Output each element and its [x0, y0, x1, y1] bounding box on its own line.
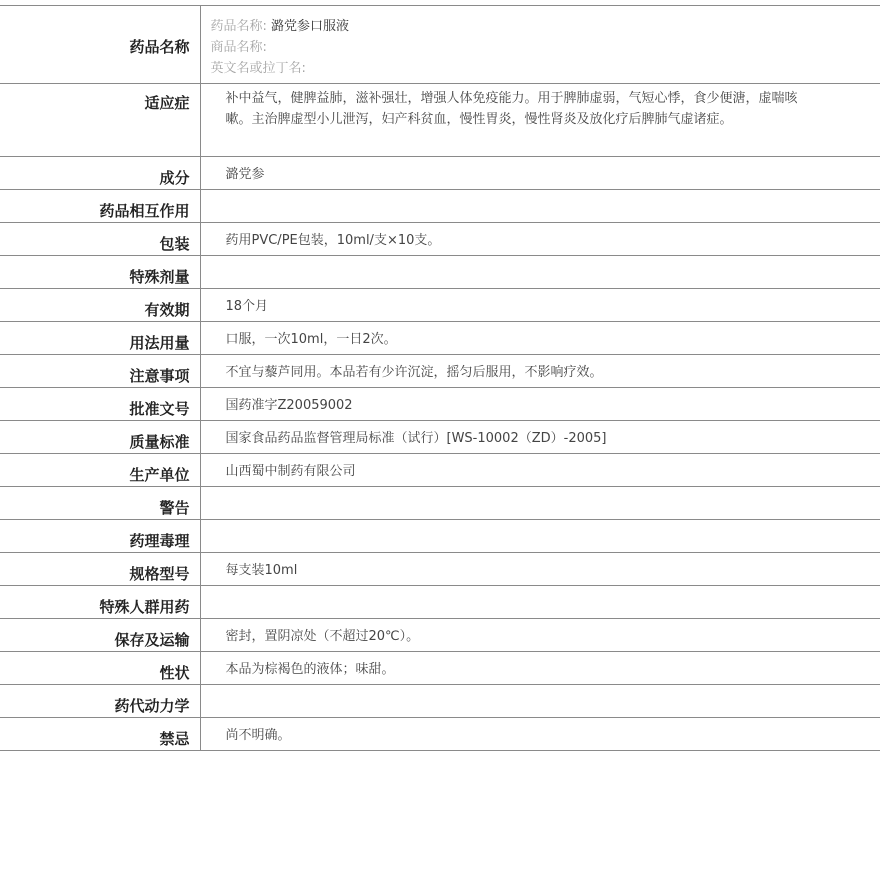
row-label: 适应症 [0, 84, 200, 157]
row-label: 药代动力学 [0, 685, 200, 718]
row-value: 尚不明确。 [200, 718, 880, 751]
row-value: 补中益气，健脾益肺，滋补强壮，增强人体免疫能力。用于脾肺虚弱，气短心悸，食少便溏，虚喘咳嗽。主治脾虚型小儿泄泻，妇产科贫血，慢性胃炎，慢性肾炎及放化疗后脾肺气虚诸症。 [200, 84, 880, 157]
row-label: 特殊人群用药 [0, 586, 200, 619]
row-label: 质量标准 [0, 421, 200, 454]
row-label: 警告 [0, 487, 200, 520]
table-row-specification [0, 553, 880, 586]
table-row-shelf-life [0, 289, 880, 322]
drug-name-value: 潞党参口服液 [271, 19, 350, 34]
row-label: 禁忌 [0, 718, 200, 751]
table-row-warning [0, 487, 880, 520]
row-label: 批准文号 [0, 388, 200, 421]
row-value [200, 256, 880, 289]
table-row-description [0, 652, 880, 685]
row-label: 规格型号 [0, 553, 200, 586]
table-row-packaging [0, 223, 880, 256]
table-row-manufacturer [0, 454, 880, 487]
table-row-interactions [0, 190, 880, 223]
row-label: 药品名称 [0, 6, 200, 84]
row-value: 不宜与藜芦同用。本品若有少许沉淀，摇匀后服用，不影响疗效。 [200, 355, 880, 388]
row-value [200, 190, 880, 223]
row-label: 性状 [0, 652, 200, 685]
row-label: 特殊剂量 [0, 256, 200, 289]
table-row-special-populations [0, 586, 880, 619]
trade-name-label: 商品名称: [210, 40, 267, 55]
row-value: 密封，置阴凉处（不超过20℃）。 [200, 619, 880, 652]
row-label: 注意事项 [0, 355, 200, 388]
row-value: 潞党参 [200, 157, 880, 190]
row-value: 口服，一次10ml，一日2次。 [200, 322, 880, 355]
drug-info-table [0, 5, 880, 751]
table-row-drug-name [0, 6, 880, 84]
row-label: 保存及运输 [0, 619, 200, 652]
table-row-special-dosage [0, 256, 880, 289]
row-label: 用法用量 [0, 322, 200, 355]
english-name-label: 英文名或拉丁名: [210, 61, 306, 76]
row-value: 本品为棕褐色的液体；味甜。 [200, 652, 880, 685]
row-label: 有效期 [0, 289, 200, 322]
drug-name-line [211, 16, 871, 37]
table-row-quality-standard [0, 421, 880, 454]
table-row-pharmacokinetics [0, 685, 880, 718]
row-value [200, 685, 880, 718]
row-label: 包装 [0, 223, 200, 256]
row-value: 山西蜀中制药有限公司 [200, 454, 880, 487]
table-row-contraindications [0, 718, 880, 751]
table-row-ingredients [0, 157, 880, 190]
drug-name-label: 药品名称: [210, 19, 267, 34]
table-row-pharmacology [0, 520, 880, 553]
row-value: 药用PVC/PE包装，10ml/支×10支。 [200, 223, 880, 256]
row-label: 药品相互作用 [0, 190, 200, 223]
table-row-indications [0, 84, 880, 157]
table-row-storage [0, 619, 880, 652]
row-label: 生产单位 [0, 454, 200, 487]
table-row-usage [0, 322, 880, 355]
row-value [200, 586, 880, 619]
table-row-approval-number [0, 388, 880, 421]
name-details [200, 6, 880, 84]
row-label: 成分 [0, 157, 200, 190]
row-value [200, 520, 880, 553]
row-value: 18个月 [200, 289, 880, 322]
row-value: 每支装10ml [200, 553, 880, 586]
row-label: 药理毒理 [0, 520, 200, 553]
row-value: 国家食品药品监督管理局标准（试行）[WS-10002（ZD）-2005] [200, 421, 880, 454]
table-row-precautions [0, 355, 880, 388]
row-value [200, 487, 880, 520]
row-value: 国药准字Z20059002 [200, 388, 880, 421]
